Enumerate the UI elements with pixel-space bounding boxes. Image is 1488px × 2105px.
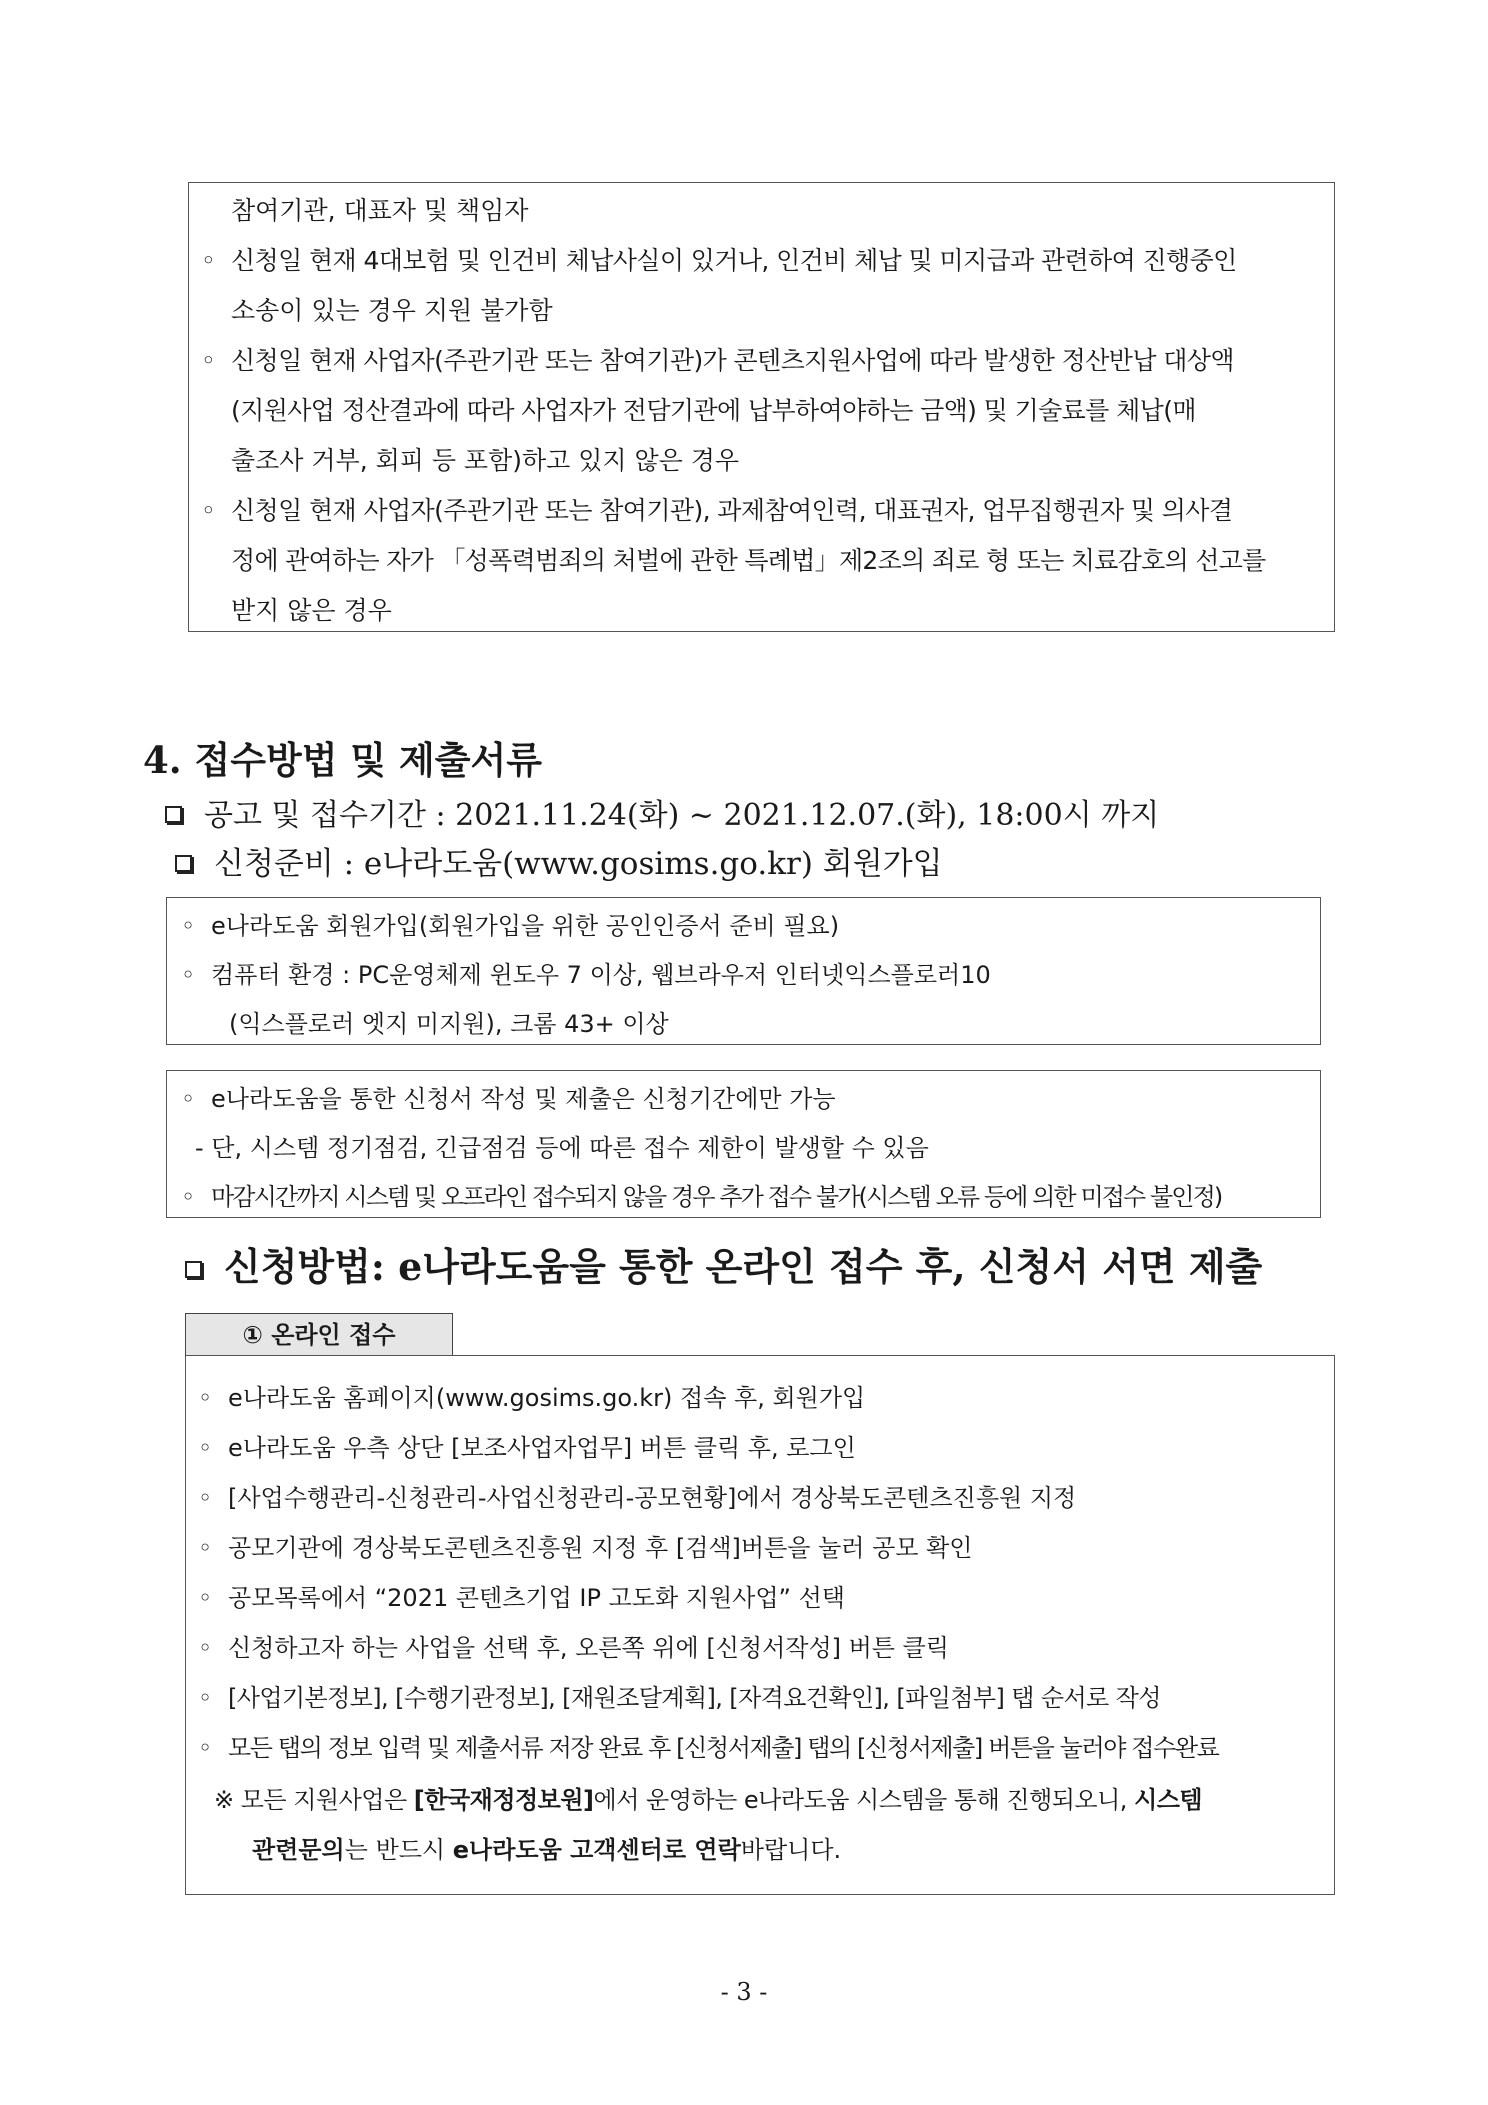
notice-line-1 (214, 1780, 1334, 1815)
list-item (198, 1728, 1334, 1763)
application-prep: 신청준비 : e나라도움(www.gosims.go.kr) 회원가입 (175, 838, 943, 883)
notice-bold: [한국재정정보원] (413, 1786, 594, 1814)
bullet-icon: ◦ (198, 1434, 213, 1462)
page-number: - 3 - (720, 1978, 768, 2006)
text-line: 신청일 현재 4대보험 및 인건비 체납사실이 있거나, 인건비 체납 및 미지급과 관련하여 진행중인 (231, 246, 1237, 275)
list-item (201, 241, 1334, 277)
online-steps-box (185, 1355, 1335, 1895)
bullet-icon: ◦ (198, 1684, 213, 1712)
list-item (198, 1378, 1334, 1413)
list-item (181, 906, 1320, 941)
text-line: 받지 않은 경우 (231, 596, 392, 625)
list-item (231, 291, 1334, 327)
text-line: - 단, 시스템 정기점검, 긴급점검 등에 따른 접수 제한이 발생할 수 있음 (195, 1134, 929, 1162)
eligibility-box (188, 182, 1335, 632)
text-line: (익스플로러 엣지 미지원), 크롬 43+ 이상 (229, 1010, 669, 1038)
text-line: e나라도움 우측 상단 [보조사업자업무] 버튼 클릭 후, 로그인 (228, 1434, 856, 1462)
text-line: 정에 관여하는 자가 「성폭력범죄의 처벌에 관한 특례법」제2조의 죄로 형 또는 치료감호의 선고를 (231, 546, 1266, 575)
section-title: 4. 접수방법 및 제출서류 (143, 738, 542, 782)
bullet-icon: ◦ (198, 1484, 213, 1512)
list-item (181, 1079, 1320, 1114)
text-line: 공모목록에서 “2021 콘텐츠기업 IP 고도화 지원사업” 선택 (228, 1584, 845, 1612)
text-line: 공모기관에 경상북도콘텐츠진흥원 지정 후 [검색]버튼을 눌러 공모 확인 (228, 1534, 973, 1562)
text-line: 출조사 거부, 회피 등 포함)하고 있지 않은 경우 (231, 446, 740, 475)
text-line: 소송이 있는 경우 지원 불가함 (231, 296, 553, 325)
list-item (181, 955, 1320, 990)
bullet-icon: ◦ (201, 346, 216, 375)
bullet-icon: ◦ (198, 1734, 213, 1762)
text-line: e나라도움 홈페이지(www.gosims.go.kr) 접속 후, 회원가입 (228, 1384, 866, 1412)
list-item (201, 341, 1334, 377)
text-line: e나라도움을 통한 신청서 작성 및 제출은 신청기간에만 가능 (211, 1085, 836, 1113)
list-item (231, 191, 1334, 227)
text-line: e나라도움 회원가입(회원가입을 위한 공인인증서 준비 필요) (211, 912, 840, 940)
notice-bold: 관련문의 (252, 1836, 345, 1864)
prep-box (166, 897, 1321, 1045)
list-item (231, 441, 1334, 477)
text-line: 컴퓨터 환경 : PC운영체제 윈도우 7 이상, 웹브라우저 인터넷익스플로러10 (211, 961, 991, 989)
bullet-icon: ◦ (198, 1634, 213, 1662)
note-box (166, 1070, 1321, 1218)
list-item (198, 1528, 1334, 1563)
bullet-icon: ◦ (201, 496, 216, 525)
list-item (198, 1478, 1334, 1513)
bullet-icon: ◦ (198, 1534, 213, 1562)
bullet-icon: ◦ (181, 1183, 196, 1211)
bullet-icon: ◦ (198, 1384, 213, 1412)
list-item (198, 1678, 1334, 1713)
application-period: 공고 및 접수기간 : 2021.11.24(화) ~ 2021.12.07.(화), 18:00시 까지 (165, 790, 1159, 834)
text-line: 신청일 현재 사업자(주관기관 또는 참여기관), 과제참여인력, 대표권자, 업무집행권자 및 의사결 (231, 496, 1233, 525)
bullet-icon: ◦ (201, 246, 216, 275)
bullet-icon: ◦ (181, 961, 196, 989)
notice-text: 에서 운영하는 e나라도움 시스템을 통해 진행되오니, (593, 1786, 1135, 1814)
list-item (181, 1177, 1320, 1212)
online-submission-label: ① 온라인 접수 (185, 1313, 453, 1358)
text-line: 마감시간까지 시스템 및 오프라인 접수되지 않을 경우 추가 접수 불가(시스템 오류 등에 의한 미접수 불인정) (211, 1183, 1222, 1211)
text-line: [사업수행관리-신청관리-사업신청관리-공모현황]에서 경상북도콘텐츠진흥원 지정 (228, 1484, 1077, 1512)
text-line: [사업기본정보], [수행기관정보], [재원조달계획], [자격요건확인], [파일첨부] 탭 순서로 작성 (228, 1684, 1161, 1712)
bullet-icon: ◦ (181, 1085, 196, 1113)
checkbox-square-icon (175, 855, 192, 872)
checkbox-square-icon (165, 806, 182, 823)
text-line: 신청하고자 하는 사업을 선택 후, 오른쪽 위에 [신청서작성] 버튼 클릭 (228, 1634, 949, 1662)
list-item (195, 1128, 1320, 1163)
list-item (198, 1578, 1334, 1613)
list-item (198, 1428, 1334, 1463)
list-item (198, 1628, 1334, 1663)
application-method: 신청방법: e나라도움을 통한 온라인 접수 후, 신청서 서면 제출 (185, 1236, 1262, 1291)
list-item (201, 491, 1334, 527)
text-line: (지원사업 정산결과에 따라 사업자가 전담기관에 납부하여야하는 금액) 및 기술료를 체납(매 (231, 396, 1196, 425)
notice-bold: e나라도움 고객센터로 연락 (452, 1836, 741, 1864)
list-item (231, 541, 1334, 577)
notice-bold: 시스템 (1134, 1786, 1203, 1814)
checkbox-square-icon (185, 1261, 202, 1278)
text-line: 참여기관, 대표자 및 책임자 (231, 196, 529, 225)
bullet-icon: ◦ (198, 1584, 213, 1612)
notice-line-2 (252, 1830, 1334, 1865)
notice-text: 는 반드시 (344, 1836, 453, 1864)
text-line: 신청일 현재 사업자(주관기관 또는 참여기관)가 콘텐츠지원사업에 따라 발생한 정산반납 대상액 (231, 346, 1234, 375)
notice-text: ※ 모든 지원사업은 (214, 1786, 414, 1814)
text-line: 모든 탭의 정보 입력 및 제출서류 저장 완료 후 [신청서제출] 탭의 [신청서제출] 버튼을 눌러야 접수완료 (228, 1734, 1219, 1762)
list-item (231, 591, 1334, 627)
list-item (231, 391, 1334, 427)
notice-text: 바랍니다. (740, 1836, 842, 1864)
bullet-icon: ◦ (181, 912, 196, 940)
list-item (229, 1004, 1320, 1039)
